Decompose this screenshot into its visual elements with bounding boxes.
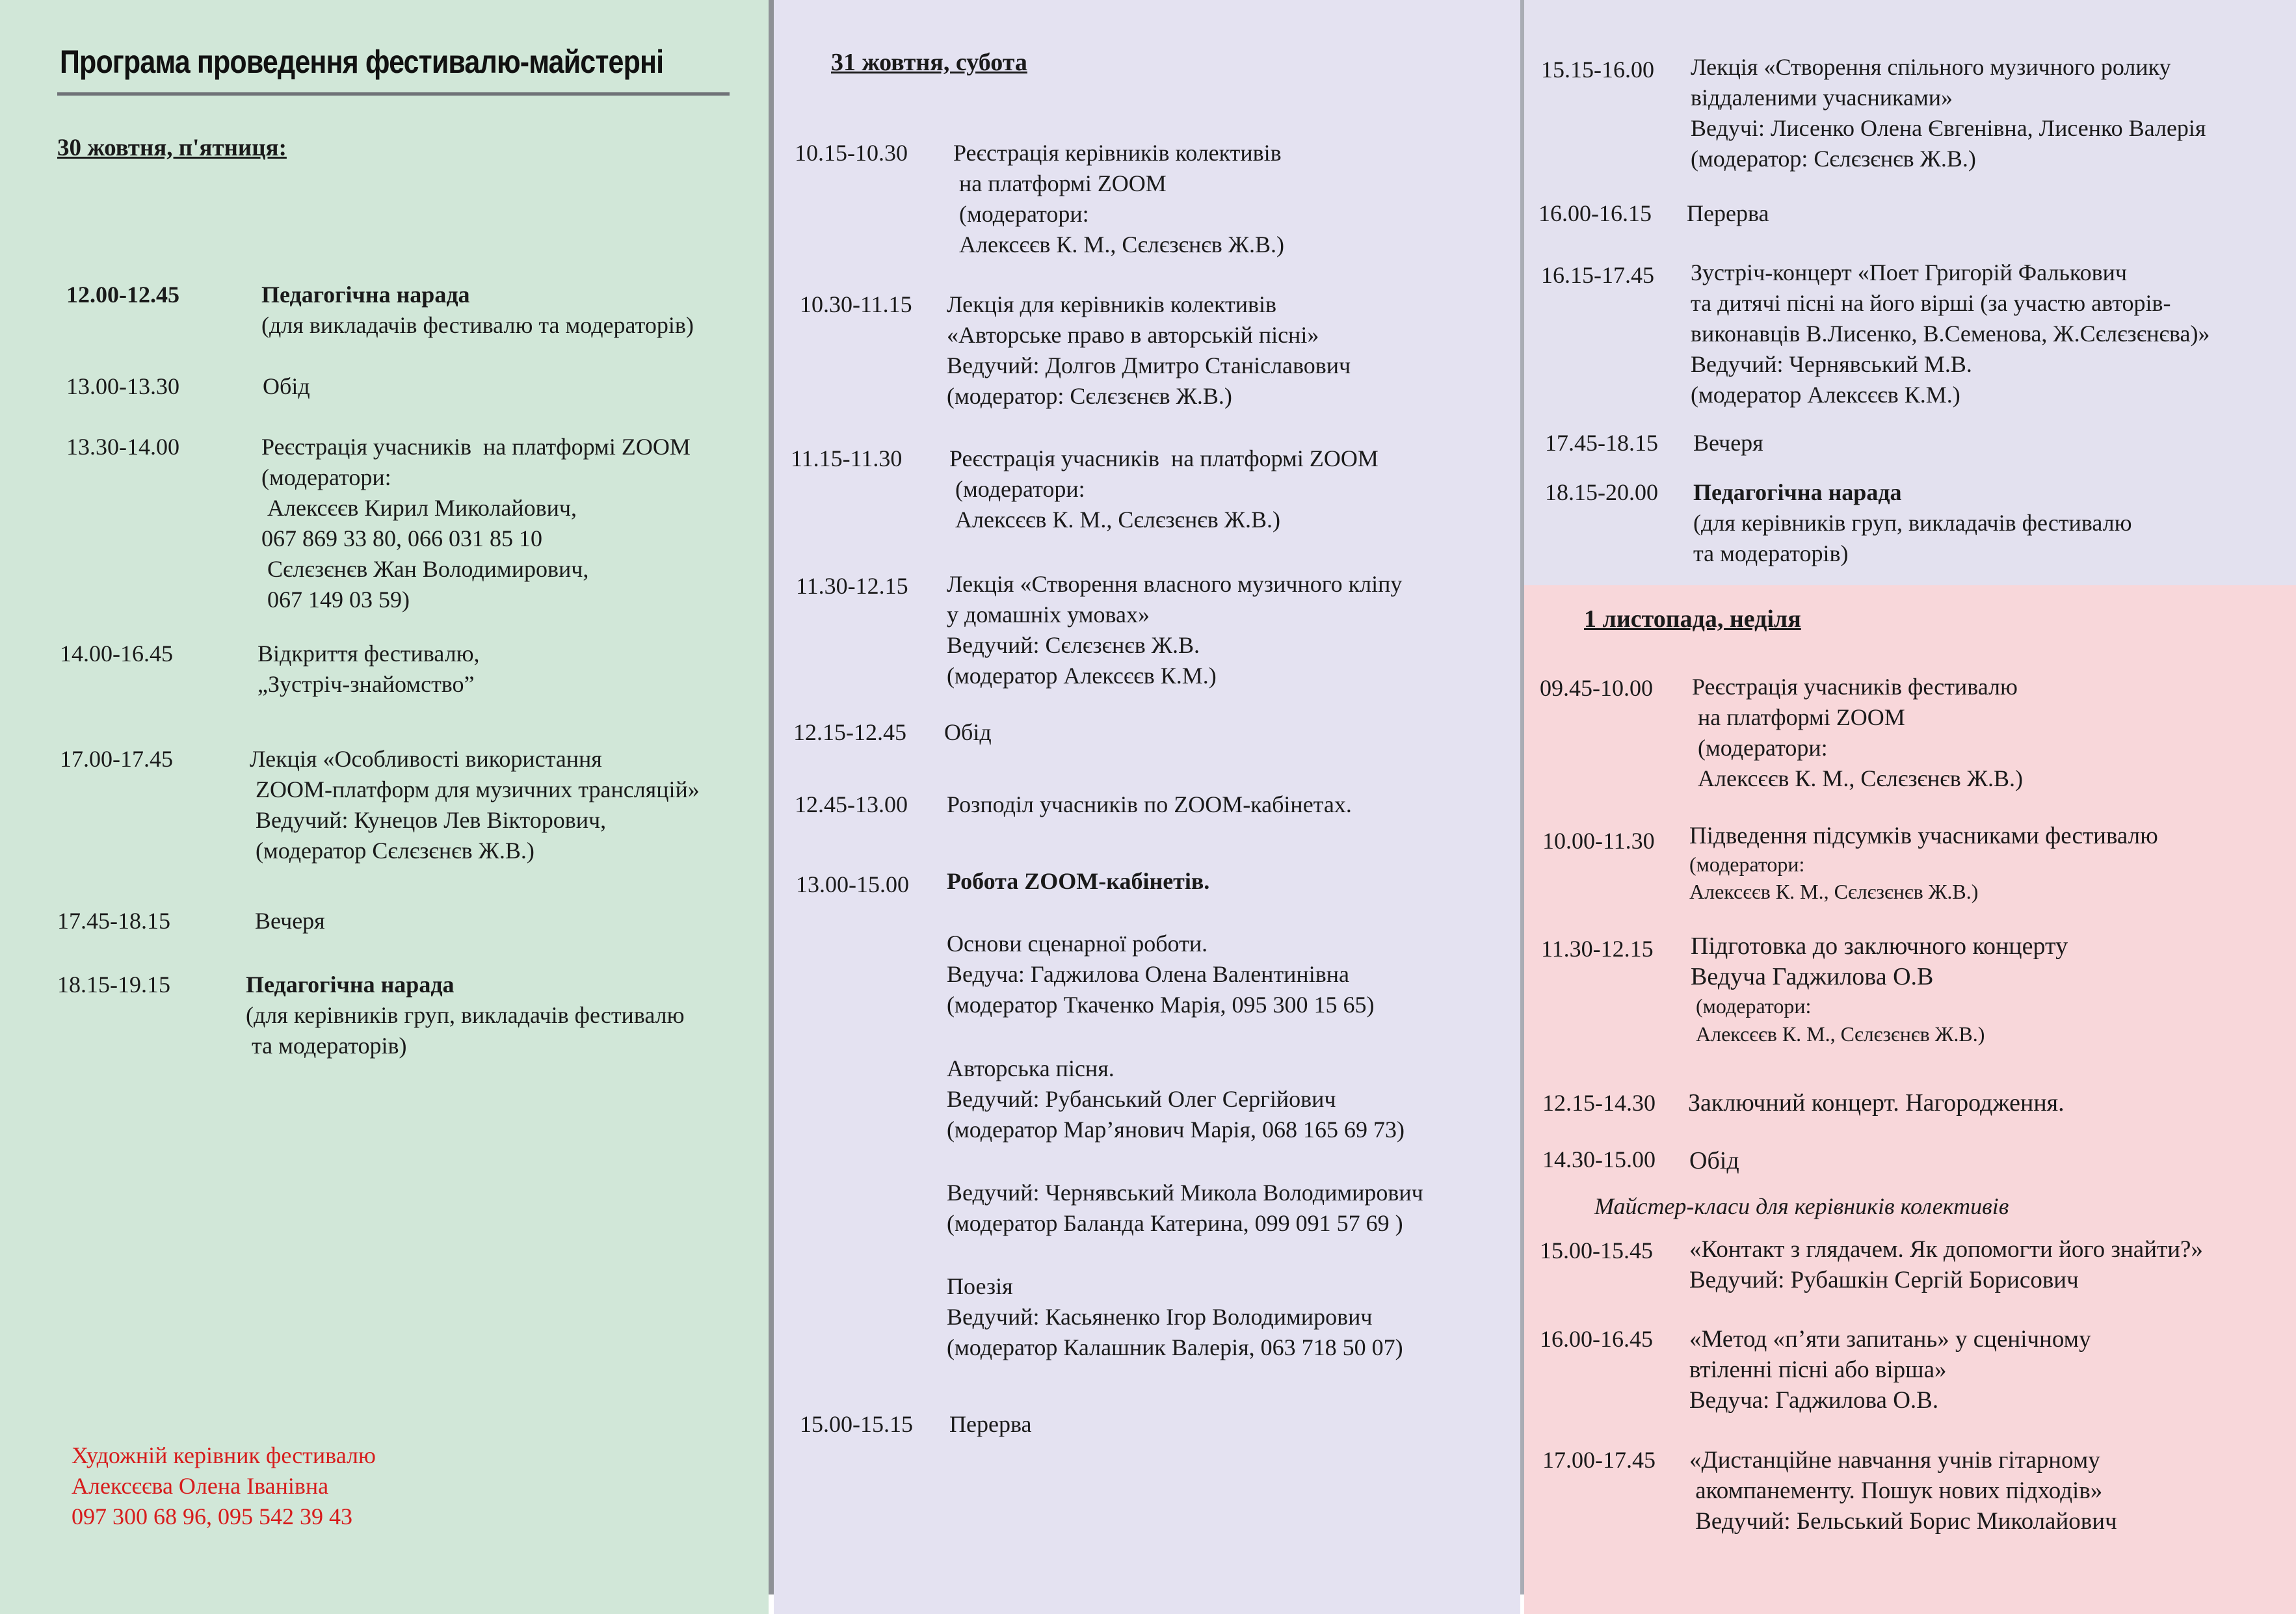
schedule-entry	[261, 280, 694, 341]
entry-line: (модератор Калашник Валерія, 063 718 50 07)	[947, 1334, 1403, 1360]
title-underline	[57, 92, 730, 96]
day2-header: 31 жовтня, субота	[831, 49, 1027, 76]
entry-line: Поезія	[947, 1273, 1013, 1299]
entry-line: Зустріч-концерт «Поет Григорій Фалькович	[1691, 259, 2127, 285]
entry-line: Ведучий: Бельський Борис Миколайович	[1689, 1508, 2117, 1535]
entry-line: (модератори:	[949, 476, 1085, 502]
time-label: 15.00-15.15	[800, 1411, 913, 1437]
schedule-entry	[947, 289, 1351, 412]
time-label: 14.00-16.45	[60, 641, 173, 667]
entry-line: Ведучі: Лисенко Олена Євгенівна, Лисенко Валерія	[1691, 115, 2206, 141]
time-label: 12.45-13.00	[795, 791, 908, 817]
entry-line: Ведуча: Гаджилова Олена Валентинівна	[947, 961, 1349, 987]
time-label: 17.00-17.45	[1542, 1447, 1656, 1473]
schedule-entry	[246, 970, 685, 1061]
entry-line: Лекція для керівників колективів	[947, 291, 1277, 317]
time-label: 15.00-15.45	[1540, 1237, 1653, 1263]
time-label: 12.00-12.45	[66, 282, 179, 308]
entry-line: 067 869 33 80, 066 031 85 10	[261, 525, 542, 551]
masterclass-header: Майстер-класи для керівників колективів	[1594, 1193, 2009, 1219]
schedule-entry	[944, 717, 992, 748]
masterclass-entry	[1689, 1445, 2117, 1537]
director-phones: 097 300 68 96, 095 542 39 43	[72, 1503, 352, 1529]
entry-line: Реєстрація учасників фестивалю	[1692, 674, 2018, 700]
time-label: 18.15-20.00	[1545, 479, 1658, 505]
schedule-entry	[1687, 198, 1769, 229]
entry-line: Вечеря	[1693, 430, 1763, 456]
entry-line: Алексєєв К. М., Сєлєзєнєв Ж.В.)	[1692, 765, 2023, 791]
time-label: 17.45-18.15	[57, 908, 170, 934]
entry-line: Обід	[944, 719, 992, 745]
entry-line: виконавців В.Лисенко, В.Семенова, Ж.Сєлєзєнєва)»	[1691, 321, 2210, 347]
time-label: 16.15-17.45	[1541, 262, 1654, 288]
entry-line: Педагогічна нарада	[1693, 479, 1902, 505]
entry-line: Ведучий: Кунецов Лев Вікторович,	[250, 807, 607, 833]
entry-line: (модератор Баланда Катерина, 099 091 57 69 )	[947, 1210, 1403, 1236]
entry-line: Робота ZOOM-кабінетів.	[947, 868, 1210, 894]
schedule-entry	[947, 569, 1402, 691]
entry-line: (модератор: Сєлєзєнєв Ж.В.)	[947, 383, 1232, 409]
entry-line: Алексєєв К. М., Сєлєзєнєв Ж.В.)	[1689, 880, 1979, 903]
director-name: Алексєєва Олена Іванівна	[72, 1473, 329, 1499]
entry-line: Заключний концерт. Нагородження.	[1688, 1089, 2065, 1117]
schedule-entry	[1689, 1146, 1739, 1176]
time-label: 10.00-11.30	[1542, 828, 1655, 854]
entry-line: акомпанементу. Пошук нових підходів»	[1689, 1477, 2103, 1504]
entry-line: Ведучий: Касьяненко Ігор Володимирович	[947, 1304, 1373, 1330]
entry-line: та дитячі пісні на його вірші (за участю авторів-	[1691, 290, 2171, 316]
day3-header: 1 листопада, неділя	[1584, 605, 1801, 633]
zoom-room	[947, 1271, 1403, 1363]
time-label: 15.15-16.00	[1541, 57, 1654, 83]
entry-line: Перерва	[1687, 200, 1769, 226]
time-label: 13.00-15.00	[796, 871, 909, 897]
schedule-entry	[953, 138, 1284, 260]
entry-line: Перерва	[949, 1411, 1032, 1437]
entry-line: Алексєєв Кирил Миколайович,	[261, 495, 577, 521]
day1-header: 30 жовтня, п'ятниця:	[57, 135, 287, 161]
entry-line: Лекція «Особливості використання	[250, 746, 602, 772]
entry-line: Відкриття фестивалю,	[257, 641, 480, 667]
entry-line: (модератор: Сєлєзєнєв Ж.В.)	[1691, 146, 1976, 172]
director-role: Художній керівник фестивалю	[72, 1442, 376, 1468]
entry-line: Ведучий: Чернявський М.В.	[1691, 351, 1972, 377]
entry-line: Алексєєв К. М., Сєлєзєнєв Ж.В.)	[1691, 1022, 1985, 1046]
time-label: 09.45-10.00	[1540, 675, 1653, 701]
schedule-entry	[255, 906, 325, 936]
schedule-entry	[949, 443, 1379, 535]
time-label: 13.30-14.00	[66, 434, 179, 460]
time-label: 11.30-12.15	[796, 573, 908, 599]
entry-line: (модератор Ткаченко Марія, 095 300 15 65)	[947, 992, 1375, 1018]
entry-line: Ведучий: Чернявський Микола Володимирович	[947, 1180, 1423, 1206]
entry-line: Ведучий: Рубанський Олег Сергійович	[947, 1086, 1336, 1112]
schedule-entry	[257, 639, 480, 700]
entry-line: втіленні пісні або вірша»	[1689, 1356, 1947, 1383]
entry-line: (модератори:	[261, 464, 391, 490]
entry-line: (для викладачів фестивалю та модераторів)	[261, 312, 694, 338]
entry-line: Реєстрація керівників колективів	[953, 140, 1282, 166]
entry-line: «Контакт з глядачем. Як допомогти його знайти?»	[1689, 1236, 2203, 1263]
schedule-entry	[250, 744, 700, 866]
entry-line: Лекція «Створення власного музичного кліпу	[947, 571, 1403, 597]
entry-line: (модератори:	[953, 201, 1089, 227]
entry-line: „Зустріч-знайомство”	[257, 671, 475, 697]
schedule-entry	[1693, 477, 2132, 569]
entry-line: та модераторів)	[246, 1033, 407, 1059]
page-title: Програма проведення фестивалю-майстерні	[60, 44, 664, 80]
entry-line: на платформі ZOOM	[1692, 704, 1905, 730]
schedule-entry	[1691, 258, 2210, 410]
entry-line: Алексєєв К. М., Сєлєзєнєв Ж.В.)	[953, 232, 1284, 258]
entry-line: віддаленими учасниками»	[1691, 85, 1953, 111]
entry-line: Розподіл учасників по ZOOM-кабінетах.	[947, 791, 1352, 817]
entry-line: (модератор Сєлєзєнєв Ж.В.)	[250, 838, 534, 864]
entry-line: «Авторське право в авторській пісні»	[947, 322, 1319, 348]
schedule-entry	[1691, 52, 2206, 174]
entry-line: (модератори:	[1691, 994, 1812, 1018]
zoom-room	[947, 1178, 1423, 1239]
entry-line: (модератор Алексєєв К.М.)	[947, 663, 1217, 689]
entry-line: «Метод «п’яти запитань» у сценічному	[1689, 1326, 2091, 1353]
entry-line: Обід	[263, 373, 310, 399]
entry-line: Педагогічна нарада	[246, 972, 455, 998]
entry-line: на платформі ZOOM	[953, 170, 1167, 196]
entry-line: Основи сценарної роботи.	[947, 931, 1208, 957]
entry-line: Ведуча: Гаджилова О.В.	[1689, 1387, 1939, 1414]
entry-line: Вечеря	[255, 908, 325, 934]
entry-line: Ведуча Гаджилова О.В	[1691, 963, 1934, 990]
entry-line: Реєстрація учасників на платформі ZOOM	[261, 434, 691, 460]
time-label: 16.00-16.45	[1540, 1326, 1653, 1352]
festival-director	[72, 1440, 376, 1532]
entry-line: Педагогічна нарада	[261, 282, 470, 308]
zoom-room	[947, 929, 1374, 1020]
entry-line: (модератор Мар’янович Марія, 068 165 69 73)	[947, 1117, 1405, 1143]
time-label: 13.00-13.30	[66, 373, 179, 399]
time-label: 14.30-15.00	[1542, 1146, 1656, 1172]
time-label: 17.45-18.15	[1545, 430, 1658, 456]
entry-line: ZOOM-платформ для музичних трансляцій»	[250, 776, 700, 802]
entry-line: (для керівників груп, викладачів фестивалю	[246, 1002, 685, 1028]
entry-line: Підготовка до заключного концерту	[1691, 933, 2068, 960]
time-label: 17.00-17.45	[60, 746, 173, 772]
time-label: 18.15-19.15	[57, 972, 170, 998]
zoom-room	[947, 1053, 1405, 1145]
masterclass-entry	[1689, 1324, 2091, 1416]
time-label: 10.30-11.15	[800, 291, 912, 317]
entry-line: Лекція «Створення спільного музичного ролику	[1691, 54, 2171, 80]
time-label: 12.15-12.45	[793, 719, 906, 745]
entry-line: Ведучий: Сєлєзєнєв Ж.В.	[947, 632, 1200, 658]
masterclass-entry	[1689, 1234, 2203, 1295]
entry-line: Ведучий: Рубашкін Сергій Борисович	[1689, 1267, 2079, 1293]
entry-line: Обід	[1689, 1147, 1739, 1174]
entry-line: Алексєєв К. М., Сєлєзєнєв Ж.В.)	[949, 507, 1280, 533]
entry-line: Ведучий: Долгов Дмитро Станіславович	[947, 352, 1351, 378]
entry-line: Підведення підсумків учасниками фестивалю	[1689, 823, 2158, 849]
entry-line: (модератор Алексєєв К.М.)	[1691, 382, 1960, 408]
schedule-entry	[1691, 931, 2068, 1048]
schedule-entry	[261, 432, 691, 615]
schedule-entry	[1693, 428, 1763, 458]
entry-line: Авторська пісня.	[947, 1055, 1115, 1081]
entry-line: у домашніх умовах»	[947, 602, 1150, 628]
column-divider	[769, 0, 774, 1594]
schedule-entry	[1689, 822, 2158, 905]
entry-line: 067 149 03 59)	[261, 587, 410, 613]
schedule-entry	[1688, 1088, 2065, 1118]
time-label: 11.15-11.30	[791, 445, 903, 471]
time-label: 10.15-10.30	[795, 140, 908, 166]
time-label: 11.30-12.15	[1541, 936, 1654, 962]
schedule-entry	[1692, 672, 2023, 794]
entry-line: (модератори:	[1692, 735, 1828, 761]
time-label: 16.00-16.15	[1538, 200, 1652, 226]
entry-line: Реєстрація учасників на платформі ZOOM	[949, 445, 1379, 471]
schedule-entry	[263, 371, 310, 402]
time-label: 12.15-14.30	[1542, 1090, 1656, 1116]
schedule-entry	[949, 1409, 1031, 1440]
entry-line: «Дистанційне навчання учнів гітарному	[1689, 1447, 2100, 1474]
schedule-entry	[947, 789, 1352, 820]
schedule-entry	[947, 866, 1209, 897]
entry-line: (модератори:	[1689, 853, 1805, 876]
entry-line: Сєлєзєнєв Жан Володимирович,	[261, 556, 589, 582]
entry-line: (для керівників груп, викладачів фестивалю	[1693, 510, 2132, 536]
entry-line: та модераторів)	[1693, 540, 1849, 566]
